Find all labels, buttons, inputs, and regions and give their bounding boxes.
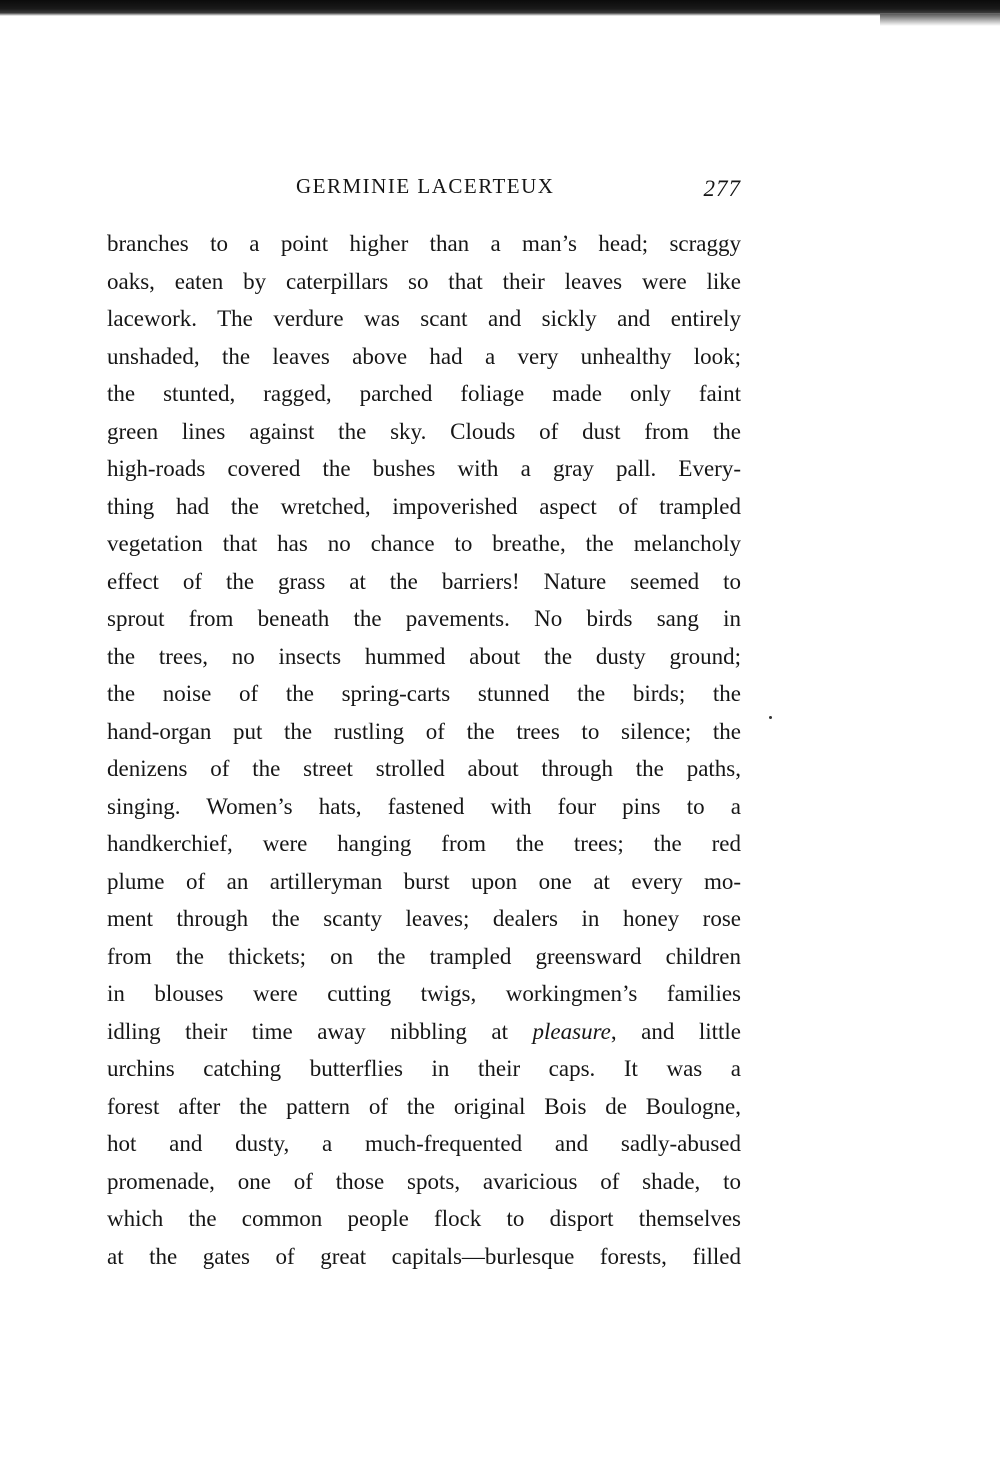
text-line: the stunted, ragged, parched foliage made only faint: [107, 381, 741, 406]
text-line: hand-organ put the rustling of the trees to silence; the: [107, 718, 741, 744]
page-number: 277: [703, 176, 741, 201]
text-line: singing. Women’s hats, fastened with four pins to a: [107, 793, 741, 819]
running-title: GERMINIE LACERTEUX: [296, 174, 555, 198]
text-line: forest after the pattern of the original Bois de Boulogne,: [107, 1093, 741, 1119]
text-run: , and little: [610, 1018, 741, 1044]
text-line: from the thickets; on the trampled greensward children: [107, 943, 741, 969]
text-line: which the common people flock to disport themselves: [107, 1206, 741, 1231]
text-line: the noise of the spring-carts stunned the birds; the: [107, 681, 741, 706]
text-line: the trees, no insects hummed about the dusty ground;: [107, 643, 741, 669]
text-line: at the gates of great capitals—burlesque forests, filled: [107, 1243, 741, 1269]
text-line: sprout from beneath the pavements. No birds sang in: [107, 606, 741, 631]
text-line: branches to a point higher than a man’s head; scraggy: [107, 231, 741, 256]
text-run: idling their time away nibbling at: [107, 1018, 533, 1044]
text-line: denizens of the street strolled about through the paths,: [107, 756, 741, 781]
text-line: oaks, eaten by caterpillars so that their leaves were like: [107, 268, 741, 294]
text-line: plume of an artilleryman burst upon one at every mo-: [107, 868, 741, 894]
body-text: [107, 225, 741, 1275]
text-line: high-roads covered the bushes with a gray pall. Every-: [107, 456, 741, 481]
text-line: in blouses were cutting twigs, workingmen’s families: [107, 981, 741, 1006]
scan-top-edge: [0, 0, 1000, 16]
text-line: thing had the wretched, impoverished aspect of trampled: [107, 493, 741, 519]
text-line: vegetation that has no chance to breathe, the melancholy: [107, 531, 741, 556]
italic-word: pleasure: [532, 1018, 611, 1044]
text-line: green lines against the sky. Clouds of dust from the: [107, 418, 741, 444]
text-line: ment through the scanty leaves; dealers in honey rose: [107, 906, 741, 931]
text-line: lacework. The verdure was scant and sickly and entirely: [107, 306, 741, 331]
scan-speck: [769, 716, 772, 719]
text-line: hot and dusty, a much-frequented and sadly-abused: [107, 1131, 741, 1156]
text-line: effect of the grass at the barriers! Nature seemed to: [107, 568, 741, 594]
page-header: [107, 174, 747, 210]
text-line: promenade, one of those spots, avaricious of shade, to: [107, 1168, 741, 1194]
text-line: unshaded, the leaves above had a very unhealthy look;: [107, 343, 741, 369]
text-line: [107, 1013, 741, 1051]
scan-edge-shadow: [880, 14, 1000, 26]
text-line: urchins catching butterflies in their caps. It was a: [107, 1056, 741, 1081]
text-line: handkerchief, were hanging from the trees; the red: [107, 831, 741, 856]
